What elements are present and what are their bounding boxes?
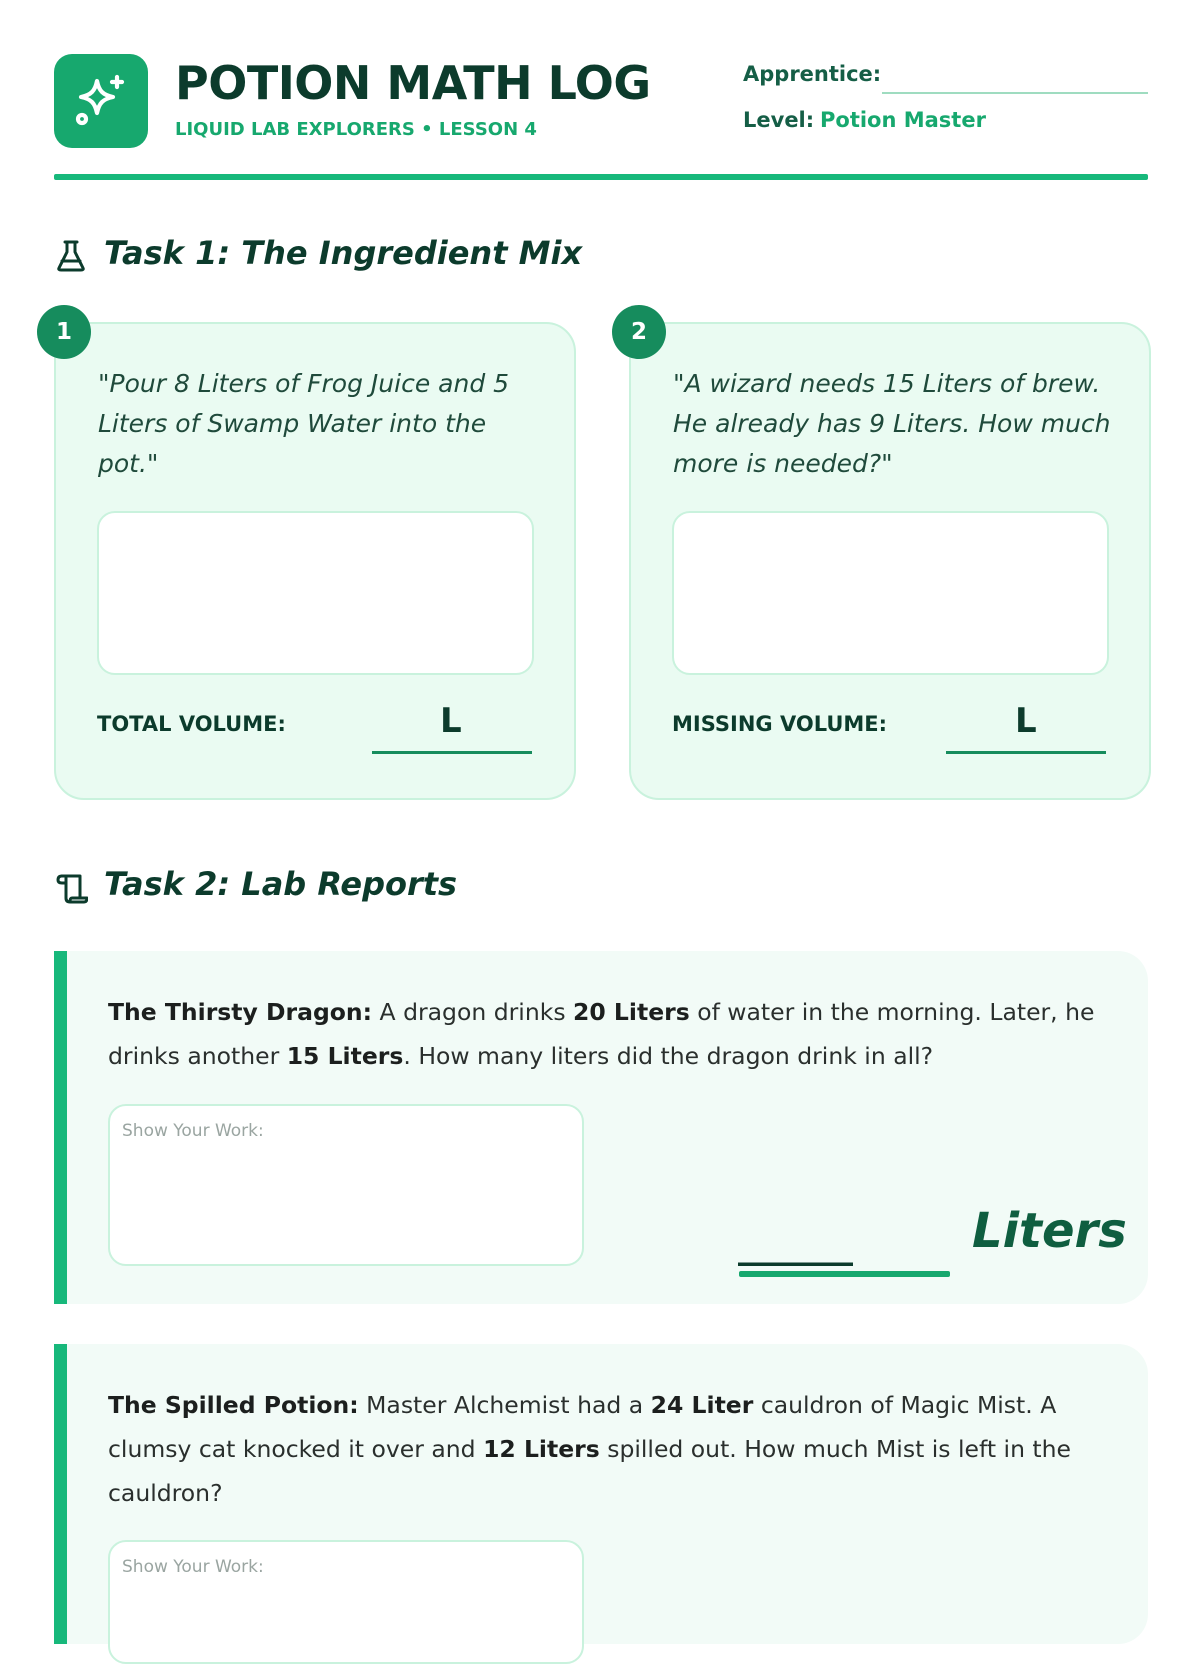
apprentice-label: Apprentice: bbox=[743, 62, 882, 86]
apprentice-name-field[interactable] bbox=[882, 92, 1148, 94]
report-problem-text: The Thirsty Dragon: A dragon drinks 20 Liters of water in the morning. Later, he drinks another 15 Liters. How many liters did the dragon drink in all? bbox=[108, 998, 1095, 1070]
answer-box[interactable] bbox=[97, 511, 534, 675]
scroll-icon bbox=[56, 872, 88, 908]
flask-icon bbox=[56, 239, 86, 277]
report-accent-bar bbox=[54, 1344, 67, 1644]
show-work-label: Show Your Work: bbox=[122, 1557, 264, 1577]
level-label: Level: bbox=[743, 108, 815, 132]
volume-unit: L bbox=[1015, 701, 1037, 741]
answer-box[interactable] bbox=[672, 511, 1109, 675]
card-quote: "Pour 8 Liters of Frog Juice and 5 Liters of Swamp Water into the pot." bbox=[98, 369, 510, 478]
report-accent-bar bbox=[54, 951, 67, 1304]
answer-unit: Liters bbox=[972, 1203, 1127, 1259]
card-number-badge: 2 bbox=[612, 305, 666, 359]
total-volume-answer-line[interactable] bbox=[372, 751, 532, 754]
task2-title: Task 2: Lab Reports bbox=[104, 865, 458, 903]
header-divider bbox=[54, 174, 1148, 180]
page-title: POTION MATH LOG bbox=[175, 56, 651, 110]
missing-volume-label: MISSING VOLUME: bbox=[672, 712, 888, 736]
show-work-label: Show Your Work: bbox=[122, 1121, 264, 1141]
missing-volume-answer-line[interactable] bbox=[946, 751, 1106, 754]
sparkles-icon bbox=[73, 73, 129, 129]
report-heading: The Thirsty Dragon: bbox=[108, 998, 373, 1026]
answer-blank: _______ bbox=[738, 1222, 850, 1266]
report-heading: The Spilled Potion: bbox=[108, 1391, 359, 1419]
logo bbox=[54, 54, 148, 148]
page-subtitle: LIQUID LAB EXPLORERS • LESSON 4 bbox=[175, 119, 537, 140]
card-quote: "A wizard needs 15 Liters of brew. He already has 9 Liters. How much more is needed?" bbox=[673, 369, 1111, 478]
task1-title: Task 1: The Ingredient Mix bbox=[104, 234, 583, 272]
answer-line[interactable] bbox=[739, 1271, 950, 1277]
total-volume-label: TOTAL VOLUME: bbox=[97, 712, 286, 736]
volume-unit: L bbox=[440, 701, 462, 741]
report-problem-text: The Spilled Potion: Master Alchemist had a 24 Liter cauldron of Magic Mist. A clumsy cat knocked it over and 12 Liters spilled out. How much Mist is left in the cauldron? bbox=[108, 1391, 1071, 1507]
level-value: Potion Master bbox=[820, 108, 986, 132]
card-number-badge: 1 bbox=[37, 305, 91, 359]
